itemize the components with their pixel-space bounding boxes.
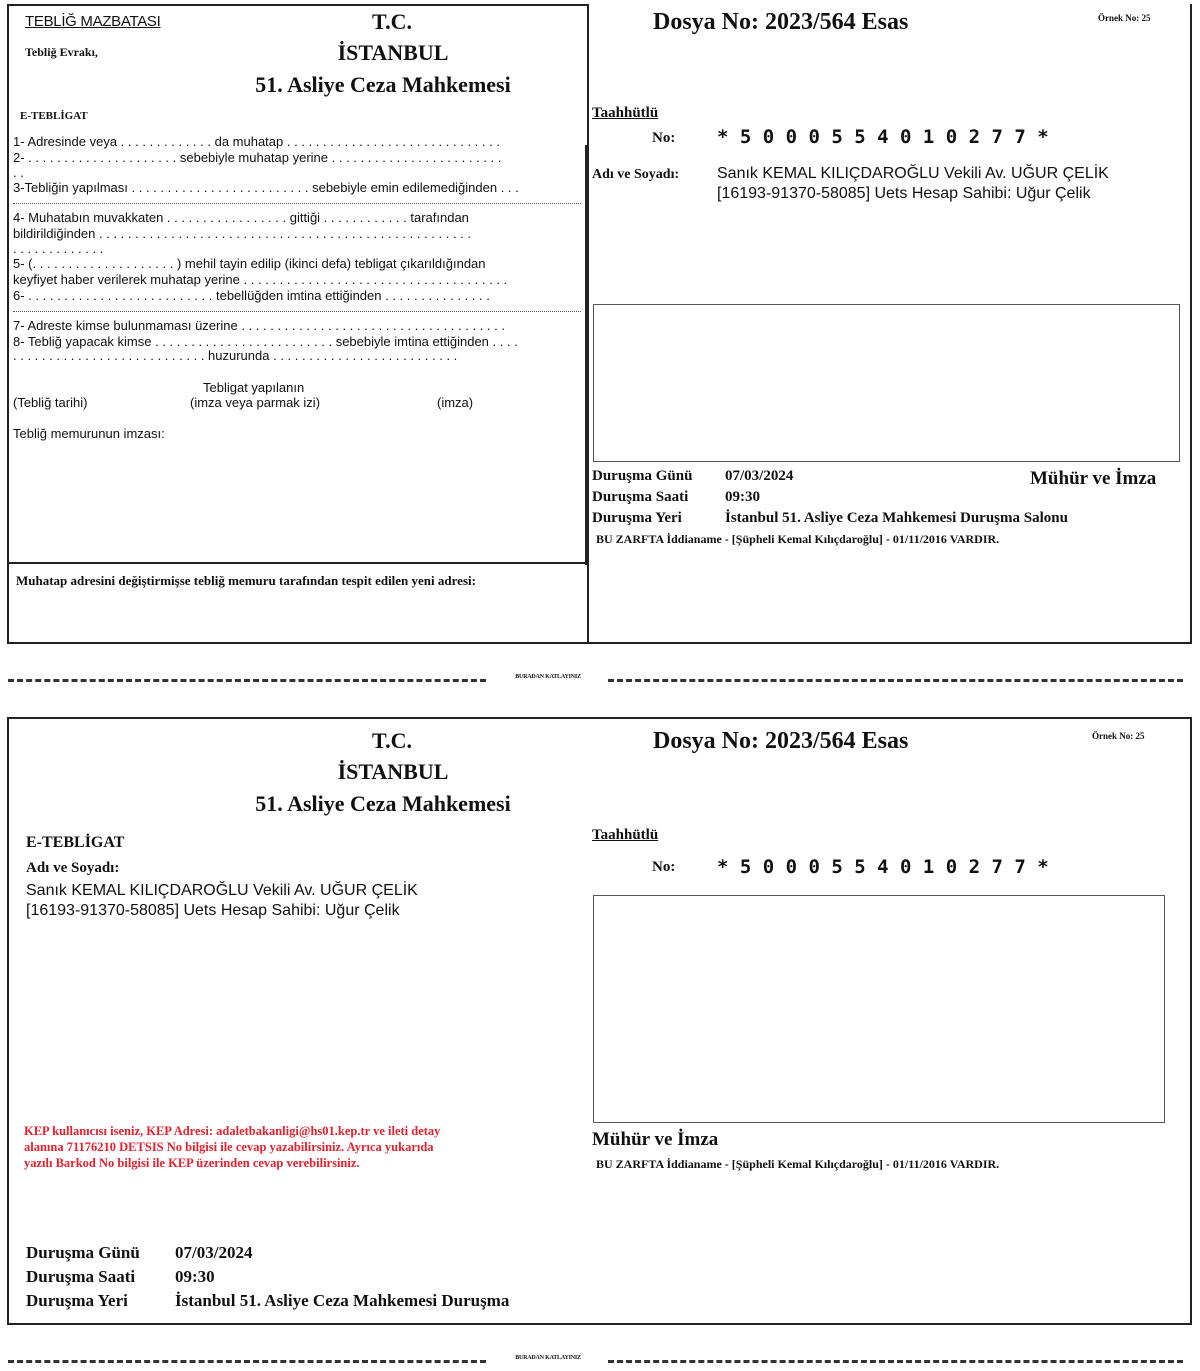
- recipient-name: Sanık KEMAL KILIÇDAROĞLU Vekili Av. UĞUR ÇELİK: [26, 882, 418, 899]
- teblig-line: . . . . . . . . . . . . .: [13, 241, 104, 256]
- durusma-saati-label: Duruşma Saati: [26, 1267, 136, 1286]
- header-city: İSTANBUL: [337, 40, 449, 65]
- durusma-gunu-value: 07/03/2024: [725, 468, 794, 484]
- durusma-saati-value: 09:30: [175, 1267, 215, 1286]
- form-divider-stub: [585, 145, 587, 565]
- durusma-yeri-value: İstanbul 51. Asliye Ceza Mahkemesi Duruşma: [175, 1291, 510, 1310]
- dosya-no: Dosya No: 2023/564 Esas: [653, 9, 909, 35]
- teblig-tarihi: (Tebliğ tarihi): [13, 395, 88, 410]
- no-label: No:: [652, 130, 676, 146]
- teblig-line: 4- Muhatabın muvakkaten . . . . . . . . . . . . . . . . . gittiği . . . . . . . . . . . . tarafından: [13, 210, 469, 225]
- fold-dash-right: [608, 1360, 1183, 1363]
- header-court: 51. Asliye Ceza Mahkemesi: [255, 72, 511, 97]
- fold-line: [8, 1355, 1188, 1367]
- adi-soyadi-label: Adı ve Soyadı:: [26, 860, 120, 876]
- memur-imzasi: Tebliğ memurunun imzası:: [13, 426, 165, 441]
- tebligat-yapilanin: Tebligat yapılanın: [203, 380, 305, 395]
- durusma-yeri-value: İstanbul 51. Asliye Ceza Mahkemesi Duruşma Salonu: [725, 510, 1068, 526]
- teblig-line: . .: [13, 165, 24, 180]
- mazbata-title: TEBLİĞ MAZBATASI: [25, 13, 161, 30]
- teblig-line: 1- Adresinde veya . . . . . . . . . . . . . da muhatap . . . . . . . . . . . . . . . . . . . . . . . . . . . . . .: [13, 134, 500, 149]
- recipient-name: Sanık KEMAL KILIÇDAROĞLU Vekili Av. UĞUR ÇELİK: [717, 165, 1109, 182]
- fold-text: BURADAN KATLAYINIZ: [515, 674, 581, 680]
- taahhutlu-label: Taahhütlü: [592, 827, 659, 843]
- header-court: 51. Asliye Ceza Mahkemesi: [255, 791, 511, 816]
- fold-line: [8, 674, 1188, 686]
- ornek-no: Örnek No: 25: [1098, 13, 1151, 23]
- zarf-note: BU ZARFTA İddianame - [Şüpheli Kemal Kılıçdaroğlu] - 01/11/2016 VARDIR.: [596, 1157, 1000, 1171]
- stamp-box: [593, 304, 1180, 462]
- yeni-adres-label: Muhatap adresini değiştirmişse tebliğ memuru tarafından tespit edilen yeni adresi:: [16, 573, 476, 588]
- teblig-line: 6- . . . . . . . . . . . . . . . . . . . . . . . . . . tebellüğden imtina ettiğinden . . . . . . . . . . . . . . .: [13, 288, 490, 303]
- durusma-gunu-value: 07/03/2024: [175, 1243, 253, 1262]
- muhur-imza: Mühür ve İmza: [1030, 468, 1157, 489]
- stamp-box: [593, 895, 1165, 1123]
- durusma-gunu-label: Duruşma Günü: [26, 1243, 140, 1262]
- durusma-gunu-label: Duruşma Günü: [592, 468, 693, 484]
- fold-dash-left: [8, 1360, 486, 1363]
- recipient-account: [16193-91370-58085] Uets Hesap Sahibi: Uğur Çelik: [26, 902, 400, 919]
- kep-notice-line: KEP kullanıcısı iseniz, KEP Adresi: adaletbakanligi@hs01.kep.tr ve ileti detay: [24, 1124, 441, 1138]
- ornek-no: Örnek No: 25: [1092, 731, 1145, 741]
- teblig-line: keyfiyet haber verilerek muhatap yerine . . . . . . . . . . . . . . . . . . . . . . . . . . . . . . . . . . . . .: [13, 272, 508, 287]
- muhur-imza: Mühür ve İmza: [592, 1129, 719, 1150]
- durusma-yeri-label: Duruşma Yeri: [592, 510, 682, 526]
- durusma-yeri-label: Duruşma Yeri: [26, 1291, 128, 1310]
- barcode-number: * 5 0 0 0 5 5 4 0 1 0 2 7 7 *: [717, 856, 1049, 878]
- teblig-line: 5- (. . . . . . . . . . . . . . . . . . . . ) mehil tayin edilip (ikinci defa) tebligat çıkarıldığından: [13, 256, 486, 271]
- blank-line: [13, 203, 581, 204]
- teblig-evraki: Tebliğ Evrakı,: [25, 45, 98, 59]
- fold-dash-right: [608, 679, 1183, 682]
- e-tebligat-label: E-TEBLİGAT: [20, 110, 88, 122]
- kep-notice-line: alanına 71176210 DETSIS No bilgisi ile cevap yazabilirsiniz. Ayrıca yukarıda: [24, 1140, 434, 1154]
- header-city: İSTANBUL: [337, 759, 449, 784]
- fold-dash-left: [8, 679, 486, 682]
- imza-label: (imza): [437, 395, 474, 410]
- no-label: No:: [652, 859, 676, 875]
- teblig-line: 8- Tebliğ yapacak kimse . . . . . . . . . . . . . . . . . . . . . . . . . sebebiyle imtina ettiğinden . . . .: [13, 334, 518, 349]
- barcode-number: * 5 0 0 0 5 5 4 0 1 0 2 7 7 *: [717, 126, 1049, 148]
- blank-line: [13, 311, 581, 312]
- zarf-note: BU ZARFTA İddianame - [Şüpheli Kemal Kılıçdaroğlu] - 01/11/2016 VARDIR.: [596, 532, 1000, 546]
- adi-soyadi-label: Adı ve Soyadı:: [592, 167, 680, 182]
- top-border-left: [7, 4, 589, 6]
- header-tc: T.C.: [372, 9, 412, 34]
- form-divider: [587, 4, 589, 644]
- recipient-account: [16193-91370-58085] Uets Hesap Sahibi: Uğur Çelik: [717, 185, 1091, 202]
- taahhutlu-label: Taahhütlü: [592, 105, 659, 121]
- fold-text: BURADAN KATLAYINIZ: [515, 1355, 581, 1361]
- header-tc: T.C.: [372, 728, 412, 753]
- teblig-line: 7- Adreste kimse bulunmaması üzerine . . . . . . . . . . . . . . . . . . . . . . . . . . . . . . . . . . . . .: [13, 318, 505, 333]
- durusma-saati-value: 09:30: [725, 489, 760, 505]
- teblig-line: 2- . . . . . . . . . . . . . . . . . . . . . sebebiyle muhatap yerine . . . . . . . . . . . . . . . . . . . . . . . .: [13, 150, 502, 165]
- imza-parmak-izi: (imza veya parmak izi): [190, 395, 321, 410]
- teblig-line: 3-Tebliğin yapılması . . . . . . . . . . . . . . . . . . . . . . . . . sebebiyle emin edilemediğinden . . .: [13, 180, 519, 195]
- durusma-saati-label: Duruşma Saati: [592, 489, 689, 505]
- kep-notice-line: yazılı Barkod No bilgisi ile KEP üzerinden cevap verebilirsiniz.: [24, 1156, 360, 1170]
- address-separator: [7, 562, 587, 564]
- e-tebligat-label: E-TEBLİGAT: [26, 834, 125, 851]
- teblig-line: . . . . . . . . . . . . . . . . . . . . . . . . . . . huzurunda . . . . . . . . . . . . . . . . . . . . . . . . . .: [13, 348, 458, 363]
- teblig-line: bildirildiğinden . . . . . . . . . . . . . . . . . . . . . . . . . . . . . . . . . . . . . . . . . . . . . . . . . . . .: [13, 226, 472, 241]
- dosya-no: Dosya No: 2023/564 Esas: [653, 728, 909, 754]
